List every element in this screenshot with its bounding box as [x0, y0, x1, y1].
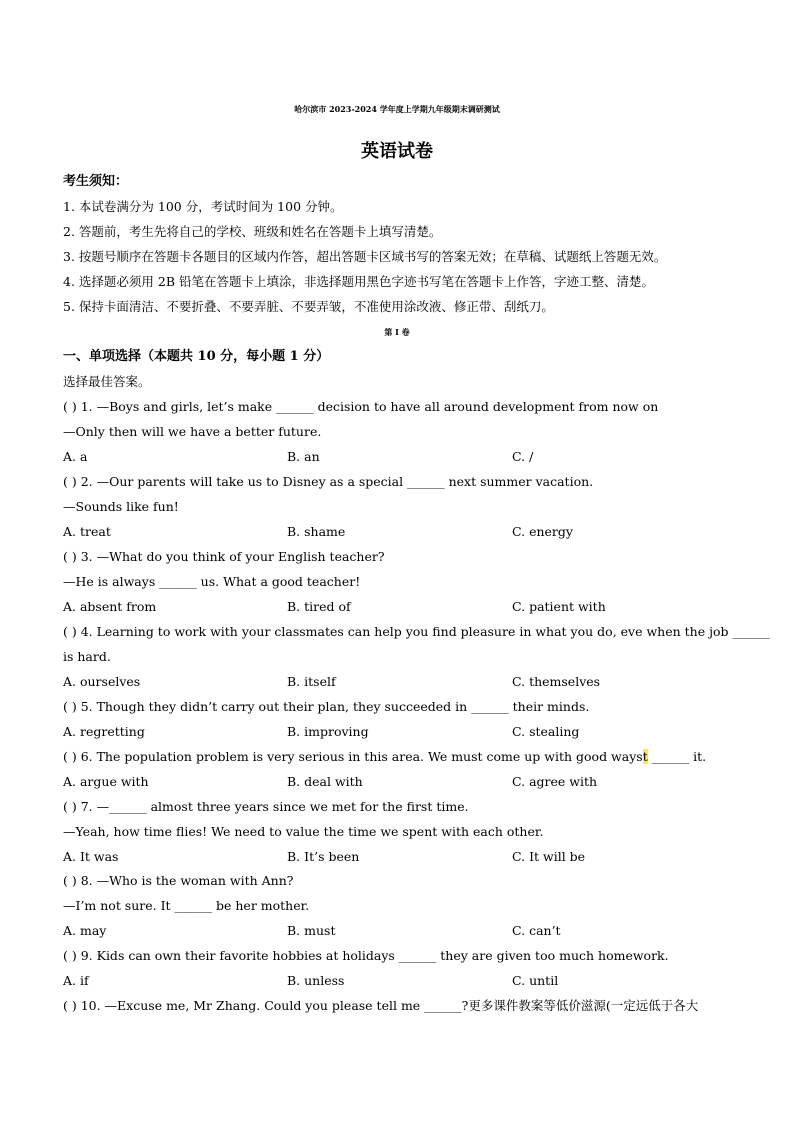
question-1-option-b: B. an: [287, 449, 320, 464]
question-2-option-b: B. shame: [287, 524, 346, 539]
question-9-stem: ( ) 9. Kids can own their favorite hobbies at holidays ______ they are given too much homework.: [63, 948, 669, 963]
notice-item: 4. 选择题必须用 2B 铅笔在答题卡上填涂，非选择题用黑色字迹书写笔在答题卡上作答，字迹工整、清楚。: [63, 274, 654, 289]
question-4-option-c: C. themselves: [512, 674, 601, 689]
notice-heading: 考生须知：: [63, 174, 129, 189]
question-1-option-a: A. a: [63, 449, 88, 464]
question-7-reply: —Yeah, how time flies! We need to value the time we spent with each other.: [63, 824, 544, 839]
exam-title: 哈尔滨市 2023-2024 学年度上学期九年级期末调研测试: [294, 104, 500, 114]
question-8-reply: —I’m not sure. It ______ be her mother.: [63, 898, 310, 913]
question-5-stem: ( ) 5. Though they didn’t carry out their plan, they succeeded in ______ their minds.: [63, 699, 590, 714]
exam-subtitle: 英语试卷: [361, 141, 433, 162]
question-6-stem-line: [63, 747, 706, 767]
question-7-option-b: B. It’s been: [287, 849, 360, 864]
notice-item: 5. 保持卡面清洁、不要折叠、不要弄脏、不要弄皱，不准使用涂改液、修正带、刮纸刀。: [63, 299, 554, 314]
question-7-stem: ( ) 7. —______ almost three years since we met for the first time.: [63, 799, 469, 814]
question-9-option-a: A. if: [63, 973, 89, 988]
notice-item: 2. 答题前，考生先将自己的学校、班级和姓名在答题卡上填写清楚。: [63, 224, 442, 239]
question-6-option-c: C. agree with: [512, 774, 598, 789]
question-3-option-b: B. tired of: [287, 599, 351, 614]
question-10-stem: ( ) 10. —Excuse me, Mr Zhang. Could you please tell me ______?更多课件教案等低价滋源(一定远低于各大: [63, 998, 699, 1013]
question-8-option-a: A. may: [63, 923, 107, 938]
question-2-reply: —Sounds like fun!: [63, 499, 179, 514]
question-6-stem: ( ) 6. The population problem is very serious in this area. We must come up with good ways: [63, 749, 643, 764]
question-4-option-b: B. itself: [287, 674, 336, 689]
question-8-stem: ( ) 8. —Who is the woman with Ann?: [63, 873, 294, 888]
question-6-option-b: B. deal with: [287, 774, 363, 789]
question-2-option-a: A. treat: [63, 524, 111, 539]
section-instruction: 选择最佳答案。: [63, 374, 151, 389]
notice-item: 3. 按题号顺序在答题卡各题目的区域内作答，超出答题卡区域书写的答案无效；在草稿、试题纸上答题无效。: [63, 249, 667, 264]
question-7-option-a: A. It was: [63, 849, 119, 864]
question-1-reply: —Only then will we have a better future.: [63, 424, 322, 439]
question-4-option-a: A. ourselves: [63, 674, 141, 689]
question-5-option-a: A. regretting: [63, 724, 145, 739]
question-9-option-b: B. unless: [287, 973, 345, 988]
question-2-stem: ( ) 2. —Our parents will take us to Disney as a special ______ next summer vacation.: [63, 474, 594, 489]
highlight-mark: t: [642, 749, 648, 764]
question-6-stem-tail: ______ it.: [647, 749, 707, 764]
question-4-stem: ( ) 4. Learning to work with your classmates can help you find pleasure in what you do, eve when the job ______: [63, 624, 770, 639]
section-heading: 一、单项选择（本题共 10 分，每小题 1 分）: [63, 349, 330, 364]
question-3-option-a: A. absent from: [63, 599, 157, 614]
question-5-option-c: C. stealing: [512, 724, 580, 739]
question-3-reply: —He is always ______ us. What a good teacher!: [63, 574, 361, 589]
question-3-stem: ( ) 3. —What do you think of your English teacher?: [63, 549, 385, 564]
notice-item: 1. 本试卷满分为 100 分，考试时间为 100 分钟。: [63, 199, 343, 214]
question-9-option-c: C. until: [512, 973, 559, 988]
question-4-stem-continued: is hard.: [63, 649, 111, 664]
question-5-option-b: B. improving: [287, 724, 369, 739]
question-8-option-c: C. can’t: [512, 923, 561, 938]
question-3-option-c: C. patient with: [512, 599, 606, 614]
question-8-option-b: B. must: [287, 923, 336, 938]
question-2-option-c: C. energy: [512, 524, 573, 539]
question-1-stem: ( ) 1. —Boys and girls, let’s make ______ decision to have all around development from now on: [63, 399, 659, 414]
volume-heading: 第 I 卷: [384, 327, 410, 337]
question-1-option-c: C. /: [512, 449, 534, 464]
question-7-option-c: C. It will be: [512, 849, 586, 864]
question-6-option-a: A. argue with: [63, 774, 149, 789]
